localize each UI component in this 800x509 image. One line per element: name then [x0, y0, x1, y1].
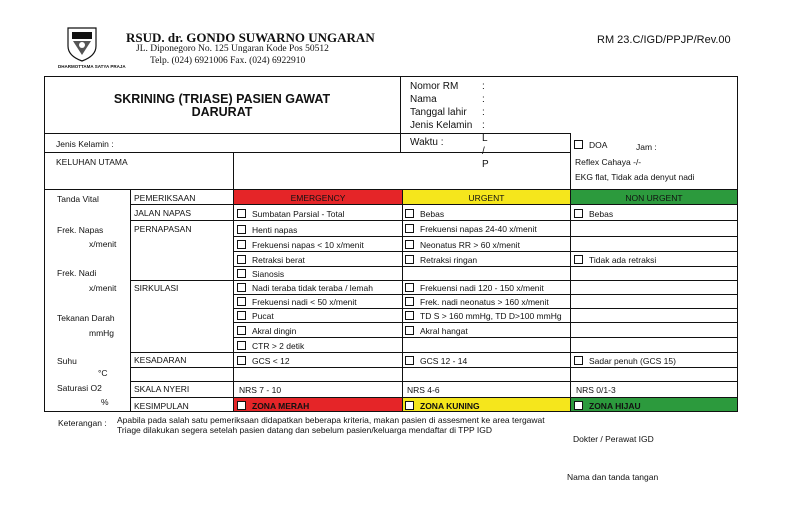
tekanan-darah-unit[interactable]: mmHg: [89, 328, 115, 338]
row-line: [130, 381, 738, 382]
emergency-checkbox[interactable]: [237, 326, 296, 336]
row-line: [130, 280, 738, 281]
section-kesimpulan: KESIMPULAN: [134, 401, 189, 411]
nonurgent-checkbox[interactable]: [574, 209, 613, 219]
emergency-label: Sianosis: [252, 269, 285, 279]
emergency-checkbox[interactable]: [237, 255, 305, 265]
zona-hijau-checkbox[interactable]: [574, 401, 641, 411]
checkbox-icon: [237, 255, 246, 264]
suhu-unit[interactable]: °C: [98, 368, 108, 378]
urgent-label: Frekuensi napas 24-40 x/menit: [420, 224, 537, 234]
urgent-checkbox[interactable]: [405, 240, 520, 250]
keterangan-label: Keterangan :: [58, 418, 107, 428]
urgent-checkbox[interactable]: [405, 224, 537, 234]
checkbox-icon: [237, 326, 246, 335]
field-tanggal-lahir-label: Tanggal lahir: [410, 107, 467, 118]
form-code: RM 23.C/IGD/PPJP/Rev.00: [597, 34, 731, 46]
emergency-checkbox[interactable]: [237, 225, 297, 235]
suhu-label: Suhu: [57, 356, 77, 366]
emergency-checkbox[interactable]: [237, 341, 304, 351]
zona-merah-label: ZONA MERAH: [252, 401, 310, 411]
checkbox-icon: [405, 224, 414, 233]
zona-merah-checkbox[interactable]: [237, 401, 309, 411]
row-line: [130, 220, 738, 221]
field-nama-label: Nama: [410, 94, 437, 105]
checkbox-icon: [405, 311, 414, 320]
row-line: [234, 308, 738, 309]
checkbox-icon: [574, 255, 583, 264]
emergency-label: CTR > 2 detik: [252, 341, 305, 351]
urgent-label: Frek. nadi neonatus > 160 x/menit: [420, 297, 549, 307]
doa-checkbox[interactable]: [574, 140, 607, 150]
urgent-label: Retraksi ringan: [420, 255, 478, 265]
saturasi-label: Saturasi O2: [57, 383, 102, 393]
keterangan-note-2: Triage dilakukan segera setelah pasien datang dan sebelum pasien/keluarga mendaftar di TPP IGD: [117, 425, 493, 435]
checkbox-icon: [405, 209, 414, 218]
checkbox-icon: [405, 255, 414, 264]
frame-left: [44, 76, 45, 412]
frek-napas-label: Frek. Napas: [57, 225, 104, 235]
field-tanggal-lahir[interactable]: [410, 106, 485, 119]
field-nomor-rm-label: Nomor RM: [410, 81, 459, 92]
jam-field[interactable]: Jam :: [636, 142, 657, 152]
keluhan-utama-label: KELUHAN UTAMA: [56, 157, 128, 167]
ekg-flat: EKG flat, Tidak ada denyut nadi: [575, 172, 695, 182]
field-jenis-kelamin-label: Jenis Kelamin: [410, 120, 473, 131]
row-line: [234, 266, 738, 267]
hospital-phone: Telp. (024) 6921006 Fax. (024) 6922910: [150, 56, 306, 66]
urgent-checkbox[interactable]: [405, 356, 467, 366]
checkbox-icon: [237, 341, 246, 350]
signature-label[interactable]: Nama dan tanda tangan: [567, 472, 659, 482]
pemeriksaan-left: [130, 189, 131, 412]
checkbox-icon: [237, 269, 246, 278]
urgent-label: Akral hangat: [420, 326, 468, 336]
frame-right: [737, 76, 738, 412]
urgent-left: [402, 189, 403, 412]
field-tanggal-lahir-value: :: [482, 107, 485, 118]
checkbox-icon: [237, 209, 246, 218]
title-bottom: [44, 133, 400, 134]
urgent-label: TD S > 160 mmHg, TD D>100 mmHg: [420, 311, 562, 321]
emergency-label: GCS < 12: [252, 356, 290, 366]
urgent-checkbox[interactable]: [405, 311, 562, 321]
form-title-line1: SKRINING (TRIASE) PASIEN GAWAT: [113, 92, 331, 106]
emergency-label: Nadi teraba tidak teraba / lemah: [252, 283, 373, 293]
emergency-label: Pucat: [252, 311, 274, 321]
row-line: [130, 367, 738, 368]
emergency-checkbox[interactable]: [237, 356, 290, 366]
checkbox-icon: [405, 297, 414, 306]
emergency-checkbox[interactable]: [237, 297, 357, 307]
emergency-label: Frekuensi nadi < 50 x/menit: [252, 297, 357, 307]
row-line: [234, 294, 738, 295]
emergency-label: Henti napas: [252, 225, 298, 235]
waktu-field[interactable]: Waktu :: [410, 137, 444, 148]
checkbox-icon: [237, 297, 246, 306]
doa-label: DOA: [589, 140, 608, 150]
emergency-label: Retraksi berat: [252, 255, 305, 265]
frek-nadi-label: Frek. Nadi: [57, 268, 97, 278]
section-sirkulasi: SIRKULASI: [134, 283, 179, 293]
frame-bottom: [44, 411, 738, 412]
row-line: [130, 352, 738, 353]
nonurgent-checkbox[interactable]: [574, 356, 676, 366]
checkbox-icon: [237, 356, 246, 365]
checkbox-icon: [237, 225, 246, 234]
urgent-checkbox[interactable]: [405, 326, 468, 336]
frek-nadi-unit[interactable]: x/menit: [89, 283, 117, 293]
col-pemeriksaan-header: PEMERIKSAAN: [134, 193, 196, 203]
section-skala-nyeri: SKALA NYERI: [134, 384, 190, 394]
col-emergency-header: EMERGENCY: [290, 193, 346, 203]
form-title-line2: DARURAT: [191, 105, 253, 119]
logo-caption: DHARMOTTAMA SATYA PRAJA: [58, 64, 126, 69]
urgent-label: Frekuensi nadi 120 - 150 x/menit: [420, 283, 544, 293]
checkbox-icon: [405, 240, 414, 249]
urgent-checkbox[interactable]: [405, 297, 549, 307]
nrs-urgent[interactable]: NRS 4-6: [407, 385, 440, 395]
col-urgent-header: URGENT: [468, 193, 505, 203]
doa-divider: [570, 133, 571, 412]
urgent-label: Bebas: [420, 209, 445, 219]
row-line: [234, 337, 738, 338]
checkbox-icon: [405, 401, 414, 410]
zona-kuning-checkbox[interactable]: [405, 401, 480, 411]
emergency-checkbox[interactable]: [237, 269, 284, 279]
field-nama-value: :: [482, 94, 485, 105]
title-divider: [400, 76, 401, 152]
emergency-label: Frekuensi napas < 10 x/menit: [252, 240, 364, 250]
field-nomor-rm[interactable]: [410, 80, 485, 93]
nrs-nonurgent[interactable]: NRS 0/1-3: [576, 385, 616, 395]
checkbox-icon: [574, 209, 583, 218]
zona-kuning-label: ZONA KUNING: [420, 401, 480, 411]
saturasi-unit[interactable]: %: [101, 397, 109, 407]
reflex-cahaya: Reflex Cahaya -/-: [575, 157, 642, 167]
hospital-name: RSUD. dr. GONDO SUWARNO UNGARAN: [126, 30, 375, 45]
field-jenis-kelamin-value: : L / P: [482, 120, 489, 170]
emergency-checkbox[interactable]: [237, 283, 373, 293]
row-line: [130, 204, 738, 205]
checkbox-icon: [405, 326, 414, 335]
hospital-address: JL. Diponegoro No. 125 Ungaran Kode Pos 50512: [136, 44, 329, 54]
urgent-checkbox[interactable]: [405, 255, 477, 265]
nonurgent-label: Tidak ada retraksi: [589, 255, 657, 265]
urgent-label: GCS 12 - 14: [420, 356, 468, 366]
emergency-checkbox[interactable]: [237, 311, 274, 321]
jenis-kelamin-field[interactable]: Jenis Kelamin :: [56, 139, 114, 149]
checkbox-icon: [405, 356, 414, 365]
field-nama[interactable]: [410, 93, 485, 106]
frek-napas-unit[interactable]: x/menit: [89, 239, 117, 249]
keterangan-note-1: Apabila pada salah satu pemeriksaan didapatkan beberapa kriteria, makan pasien di assesment ke area tergawat: [117, 415, 545, 425]
urgent-checkbox[interactable]: [405, 283, 544, 293]
checkbox-icon: [405, 283, 414, 292]
emergency-label: Akral dingin: [252, 326, 297, 336]
urgent-label: Neonatus RR > 60 x/menit: [420, 240, 520, 250]
nrs-emergency[interactable]: NRS 7 - 10: [239, 385, 282, 395]
section-kesadaran: KESADARAN: [134, 355, 187, 365]
emergency-checkbox[interactable]: [237, 240, 364, 250]
section-pernapasan: PERNAPASAN: [134, 224, 192, 234]
checkbox-icon: [237, 240, 246, 249]
emergency-label: Sumbatan Parsial - Total: [252, 209, 345, 219]
doctor-label: Dokter / Perawat IGD: [573, 434, 654, 444]
urgent-checkbox[interactable]: [405, 209, 444, 219]
nonurgent-label: Sadar penuh (GCS 15): [589, 356, 676, 366]
zona-hijau-label: ZONA HIJAU: [589, 401, 641, 411]
section-jalan-napas: JALAN NAPAS: [134, 208, 192, 218]
form-title: [44, 93, 400, 119]
checkbox-icon: [237, 283, 246, 292]
nonurgent-label: Bebas: [589, 209, 614, 219]
checkbox-icon: [574, 356, 583, 365]
tanda-vital-heading: Tanda Vital: [57, 194, 99, 204]
hospital-logo: [65, 26, 99, 62]
row-line: [234, 322, 738, 323]
checkbox-icon: [237, 401, 246, 410]
tekanan-darah-label: Tekanan Darah: [57, 313, 115, 323]
emergency-checkbox[interactable]: [237, 209, 344, 219]
checkbox-icon: [237, 311, 246, 320]
frame-top: [44, 76, 738, 77]
field-nomor-rm-value: :: [482, 81, 485, 92]
col-nonurgent-header: NON URGENT: [625, 193, 683, 203]
checkbox-icon: [574, 140, 583, 149]
row-line: [234, 236, 738, 237]
checkbox-icon: [574, 401, 583, 410]
row-line: [234, 251, 738, 252]
row-line: [130, 397, 738, 398]
gender-bottom: [44, 152, 570, 153]
nonurgent-checkbox[interactable]: [574, 255, 656, 265]
